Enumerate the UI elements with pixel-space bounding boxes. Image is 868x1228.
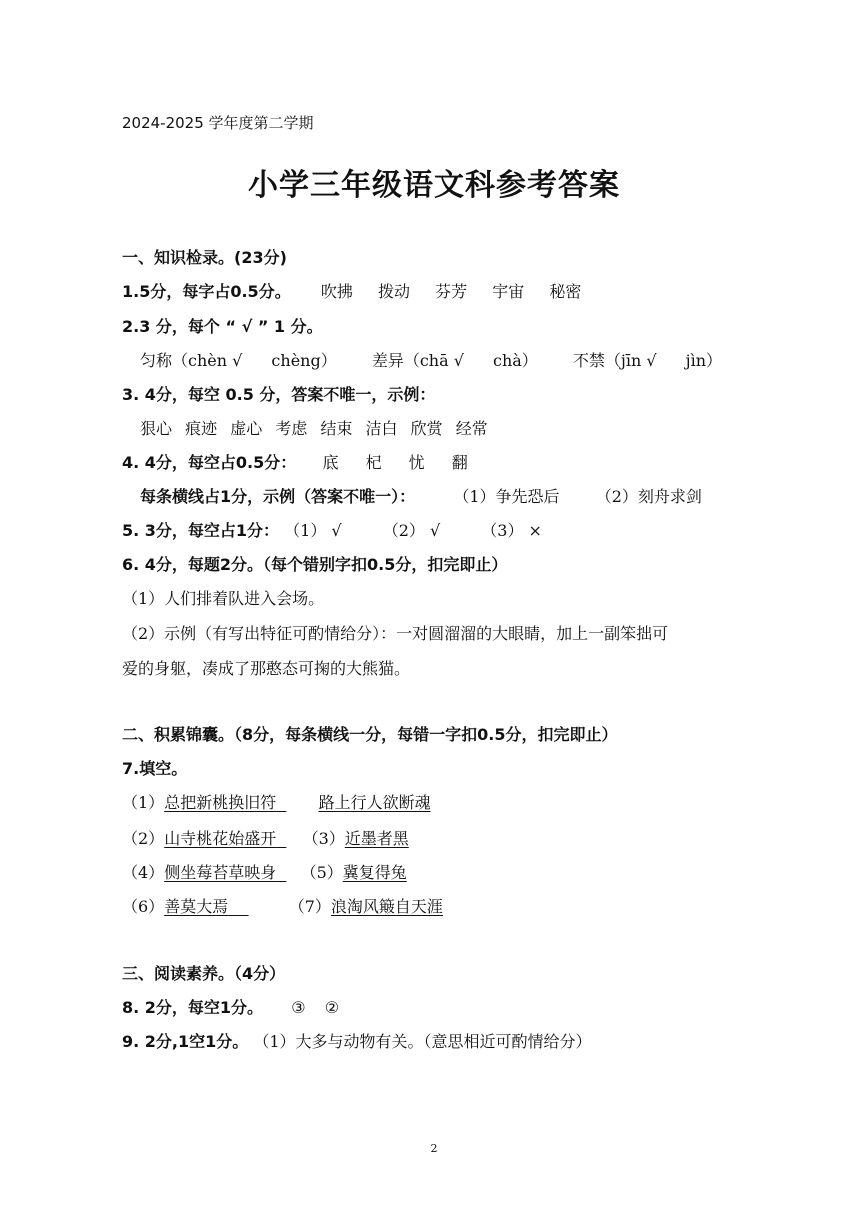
q3-word: 欣赏: [410, 419, 443, 438]
q5-line: [122, 518, 542, 541]
q9-answer: （1）大多与动物有关。（意思相近可酌情给分）: [253, 1032, 592, 1051]
page-number: 2: [430, 1142, 438, 1155]
q7-row: [122, 790, 431, 813]
q7-answer: 山寺桃花始盛开: [164, 829, 277, 848]
q4-sub-answer: （1）争先恐后: [453, 487, 560, 506]
q2-label: 2.3 分，每个 “ √ ” 1 分。: [122, 317, 323, 336]
q3-word: 狠心: [140, 419, 173, 438]
q4-char: 杞: [365, 453, 382, 472]
q5-label: 5. 3分，每空占1分：: [122, 521, 280, 540]
q8-line: [122, 995, 339, 1018]
q7-row: [122, 894, 443, 917]
q5-answer: （1） √: [284, 521, 342, 540]
q4-char: 翻: [451, 453, 468, 472]
q6-answer-2-line-1: （2）示例（有写出特征可酌情给分）：一对圆溜溜的大眼睛，加上一副笨拙可: [122, 624, 669, 643]
q7-answer: 近墨者黑: [344, 829, 409, 848]
q7-answer: 路上行人欲断魂: [318, 793, 431, 812]
q2-answers: [140, 348, 722, 371]
term-label: 2024-2025 学年度第二学期: [122, 114, 314, 132]
q8-answer: ②: [324, 998, 340, 1017]
q4-line: [122, 450, 468, 473]
q7-answer: 侧坐莓苔草映身: [164, 863, 277, 882]
q6-label: 6. 4分，每题2分。（每个错别字扣0.5分，扣完即止）: [122, 555, 508, 574]
q3-words: [140, 416, 488, 439]
q2-item: 不禁（jīn √: [572, 351, 657, 370]
q2-item: jìn）: [685, 351, 723, 370]
q7-answer: 善莫大焉: [164, 897, 229, 916]
q7-row: [122, 826, 409, 849]
q2-item: 差异（chā √: [371, 351, 464, 370]
q5-answer: （2） √: [382, 521, 441, 540]
q9-line: [122, 1029, 592, 1052]
q7-number: （2）: [122, 829, 165, 848]
q1-label: 1.5分，每字占0.5分。: [122, 282, 291, 301]
q7-number: （3）: [302, 829, 345, 848]
q3-word: 虚心: [230, 419, 263, 438]
q1-word: 秘密: [549, 282, 582, 301]
q7-answer: 冀复得兔: [342, 863, 407, 882]
q7-number: （1）: [122, 793, 165, 812]
q6-answer-2-line-2: 爱的身躯，凑成了那憨态可掬的大熊猫。: [122, 659, 411, 678]
q7-number: （4）: [122, 863, 165, 882]
q7-answer: 浪淘风簸自天涯: [330, 897, 443, 916]
q2-item: 匀称（chèn √: [140, 351, 243, 370]
q5-answer: （3） ×: [481, 521, 542, 540]
section-2-heading: 二、积累锦囊。（8分，每条横线一分，每错一字扣0.5分，扣完即止）: [122, 725, 618, 744]
q1-word: 宇宙: [492, 282, 525, 301]
q8-label: 8. 2分，每空1分。: [122, 998, 264, 1017]
section-3-heading: 三、阅读素养。（4分）: [122, 964, 286, 983]
q4-char: 底: [322, 453, 339, 472]
page-title: 小学三年级语文科参考答案: [248, 168, 620, 203]
q1-line: [122, 279, 581, 302]
q7-answer: 总把新桃换旧符: [164, 793, 277, 812]
q6-answer-1: （1）人们排着队进入会场。: [122, 589, 325, 608]
q4-label: 4. 4分，每空占0.5分：: [122, 453, 297, 472]
q7-label: 7.填空。: [122, 759, 188, 778]
q2-item: chà）: [493, 351, 538, 370]
q7-number: （7）: [288, 897, 331, 916]
q4-char: 忧: [408, 453, 425, 472]
q1-word: 吹拂: [320, 282, 353, 301]
q7-row: [122, 860, 407, 883]
q2-item: chèng）: [271, 351, 337, 370]
q3-word: 结束: [320, 419, 353, 438]
q4-sub-line: [140, 484, 702, 507]
q3-word: 痕迹: [185, 419, 218, 438]
q9-label: 9. 2分,1空1分。: [122, 1032, 249, 1051]
q3-word: 考虑: [275, 419, 308, 438]
q7-number: （5）: [300, 863, 343, 882]
q3-word: 经常: [455, 419, 488, 438]
q4-sub-label: 每条横线占1分，示例（答案不唯一）：: [140, 487, 416, 506]
q3-label: 3. 4分，每空 0.5 分，答案不唯一，示例：: [122, 385, 436, 404]
q1-word: 拨动: [378, 282, 411, 301]
q1-word: 芬芳: [435, 282, 468, 301]
q3-word: 洁白: [365, 419, 398, 438]
section-1-heading: 一、知识检录。(23分): [122, 248, 287, 267]
q7-number: （6）: [122, 897, 165, 916]
q4-sub-answer: （2）刻舟求剑: [595, 487, 702, 506]
q8-answer: ③: [291, 998, 306, 1017]
